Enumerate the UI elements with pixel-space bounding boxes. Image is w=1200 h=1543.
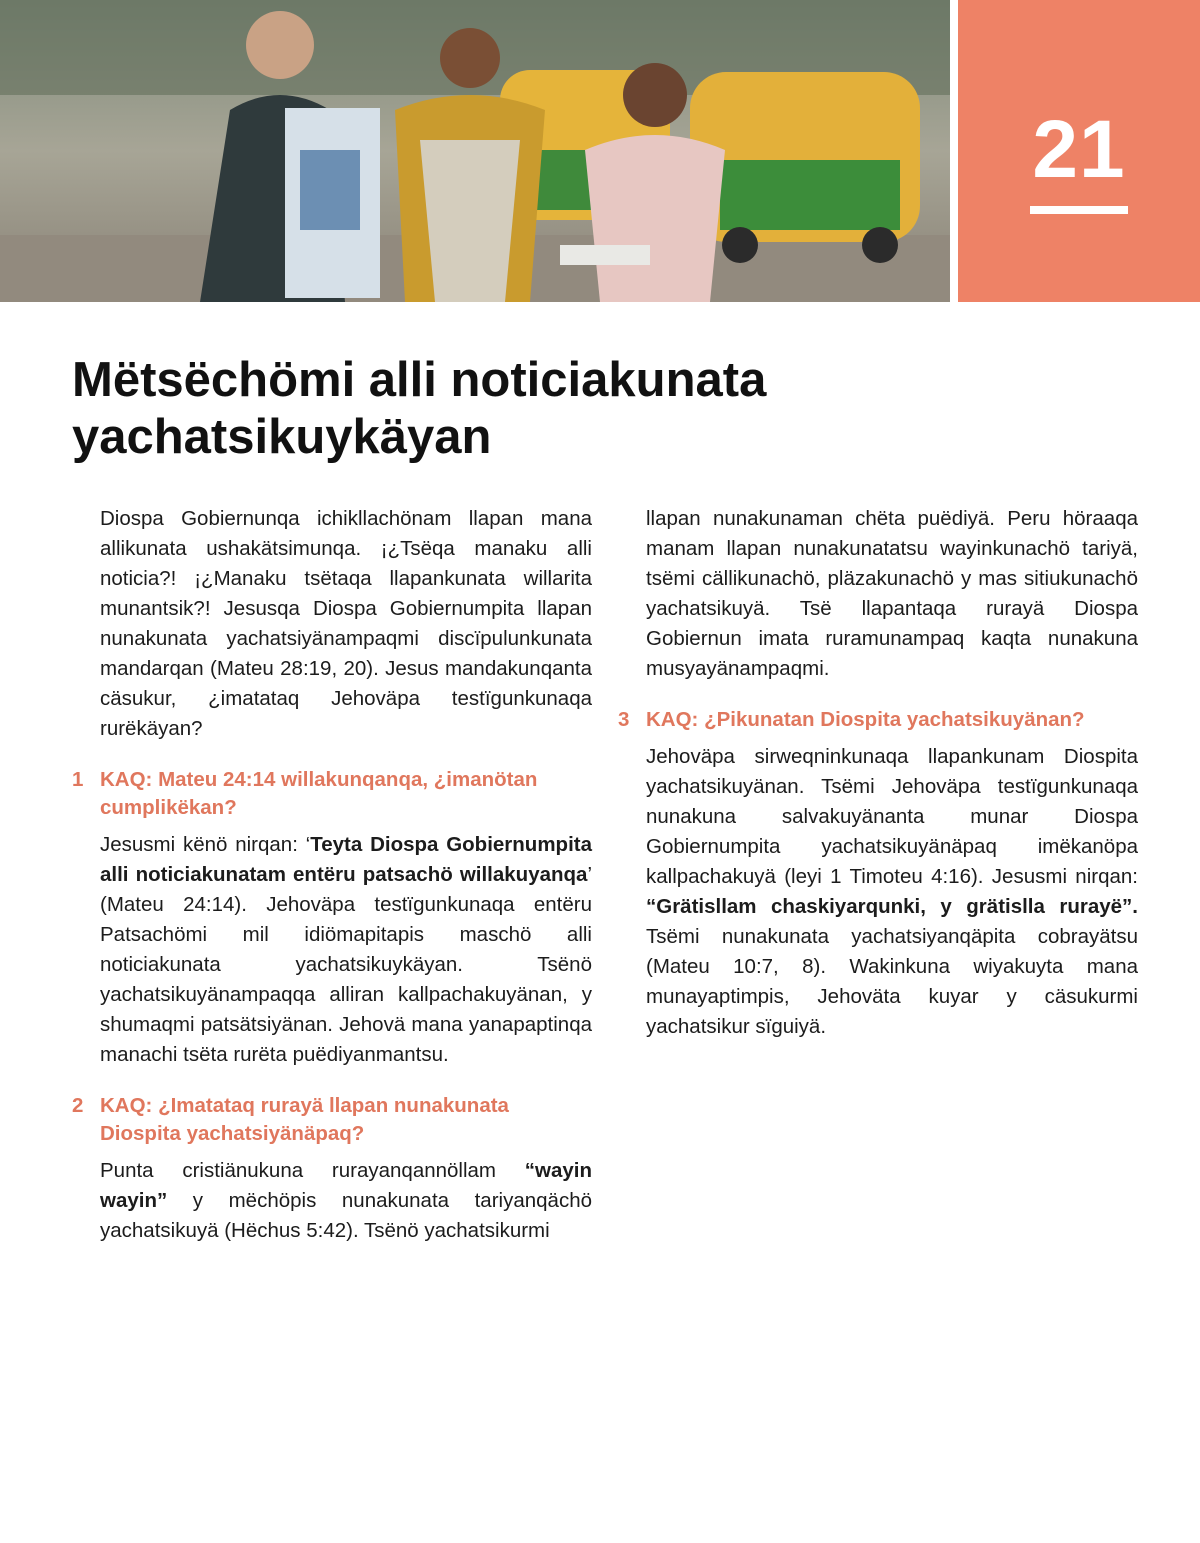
section-3-paragraph [646, 742, 1138, 1042]
section-1-number: 1 [72, 768, 84, 791]
section-2-text-a: Punta cristiänukuna rurayanqannöllam [100, 1159, 525, 1182]
section-3-bold-quote: “Grätisllam chaskiyarqunki, y grätislla rurayë”. [646, 895, 1138, 918]
section-1-text-b: ’ (Mateu 24:14). Jehoväpa testïgunkunaqa entëru Patsachömi mil idiömapitapis maschö alli noticiakunata yachatsikuykäyan. Tsënö yachatsikuyänampaqqa alliran kallpachakuyänan, y shumaqmi patsätsiyänan. Jehovä mana yanapaptinqa manachi tsëta rurëta puëdiyanmantsu. [100, 863, 592, 1066]
intro-paragraph: Diospa Gobiernunqa ichikllachönam llapan mana allikunata ushakätsimunqa. ¡¿Tsëqa manaku alli noticia?! ¡¿Manaku tsëtaqa llapankunata willarita munantsik?! Jesusqa Diospa Gobiernumpita llapan nunakunata yachatsiyänampaqmi discïpulunkunata mandarqan (Mateu 28:19, 20). Jesus mandakunqanta cäsukur, ¿imatataq Jehoväpa testïgunkunaqa rurëkäyan? [100, 507, 592, 740]
section-2-paragraph [100, 1156, 592, 1246]
section-1-paragraph [100, 830, 592, 1070]
chapter-number-box [958, 0, 1200, 302]
chapter-number: 21 [1032, 104, 1126, 195]
chapter-underline [1030, 206, 1128, 214]
section-1-text-a: Jesusmi kënö nirqan: ‘ [100, 833, 311, 856]
section-1-bold-quote: Teyta Diospa Gobiernumpita alli noticiakunatam entëru patsachö willakuyanqa [100, 833, 592, 886]
section-2-number: 2 [72, 1094, 84, 1117]
poster-shape [285, 108, 380, 298]
section-2-text-b: y mëchöpis nunakunata tariyanqächö yachatsikuyä (Hëchus 5:42). Tsënö yachatsikurmi [100, 1189, 592, 1242]
section-3-question [618, 706, 1138, 734]
left-column [72, 504, 592, 1268]
section-2-continuation: llapan nunakunaman chëta puëdiyä. Peru höraaqa manam llapan nunakunatatsu wayinkunachö tariyä, tsëmi cällikunachö, pläzakunachö y mas sitiukunachö yachatsikuyä. Tsë llapantaqa rurayä Diospa Gobiernun imata ruramunampaq kaqta nunakuna musyayänampaqmi. [646, 507, 1138, 680]
section-2-question [72, 1092, 592, 1148]
right-column [618, 504, 1138, 1064]
section-3-question-text: KAQ: ¿Pikunatan Diospita yachatsikuyänan? [646, 708, 1085, 731]
section-1-question [72, 766, 592, 822]
section-3-text-b: Tsëmi nunakunata yachatsiyanqäpita cobrayätsu (Mateu 10:7, 8). Wakinkuna wiyakuyta mana munayaptimpis, Jehoväta kuyar y cäsukurmi yachatsikur sïguiyä. [646, 925, 1138, 1038]
cover-photo [0, 0, 950, 302]
section-2-bold-quote: “wayin wayin” [100, 1159, 592, 1212]
section-1-question-text: KAQ: Mateu 24:14 willakunqanqa, ¿imanötan cumplikëkan? [100, 768, 538, 819]
section-2-question-text: KAQ: ¿Imatataq rurayä llapan nunakunata Diospita yachatsiyänäpaq? [100, 1094, 509, 1145]
section-3-number: 3 [618, 708, 630, 731]
street-scene-illustration [0, 0, 950, 302]
page-title: Mëtsëchömi alli noticiakunata yachatsikuykäyan [72, 353, 767, 464]
section-3-text-a: Jehoväpa sirweqninkunaqa llapankunam Diospita yachatsikuyänan. Tsëmi Jehoväpa testïgunkunaqa nunakuna salvakuyänanta munar Diospa Gobiernumpita yachatsikuyänäpaq imëkanöpa kallpachakuyä (leyi 1 Timoteu 4:16). Jesusmi nirqan: [646, 745, 1138, 888]
